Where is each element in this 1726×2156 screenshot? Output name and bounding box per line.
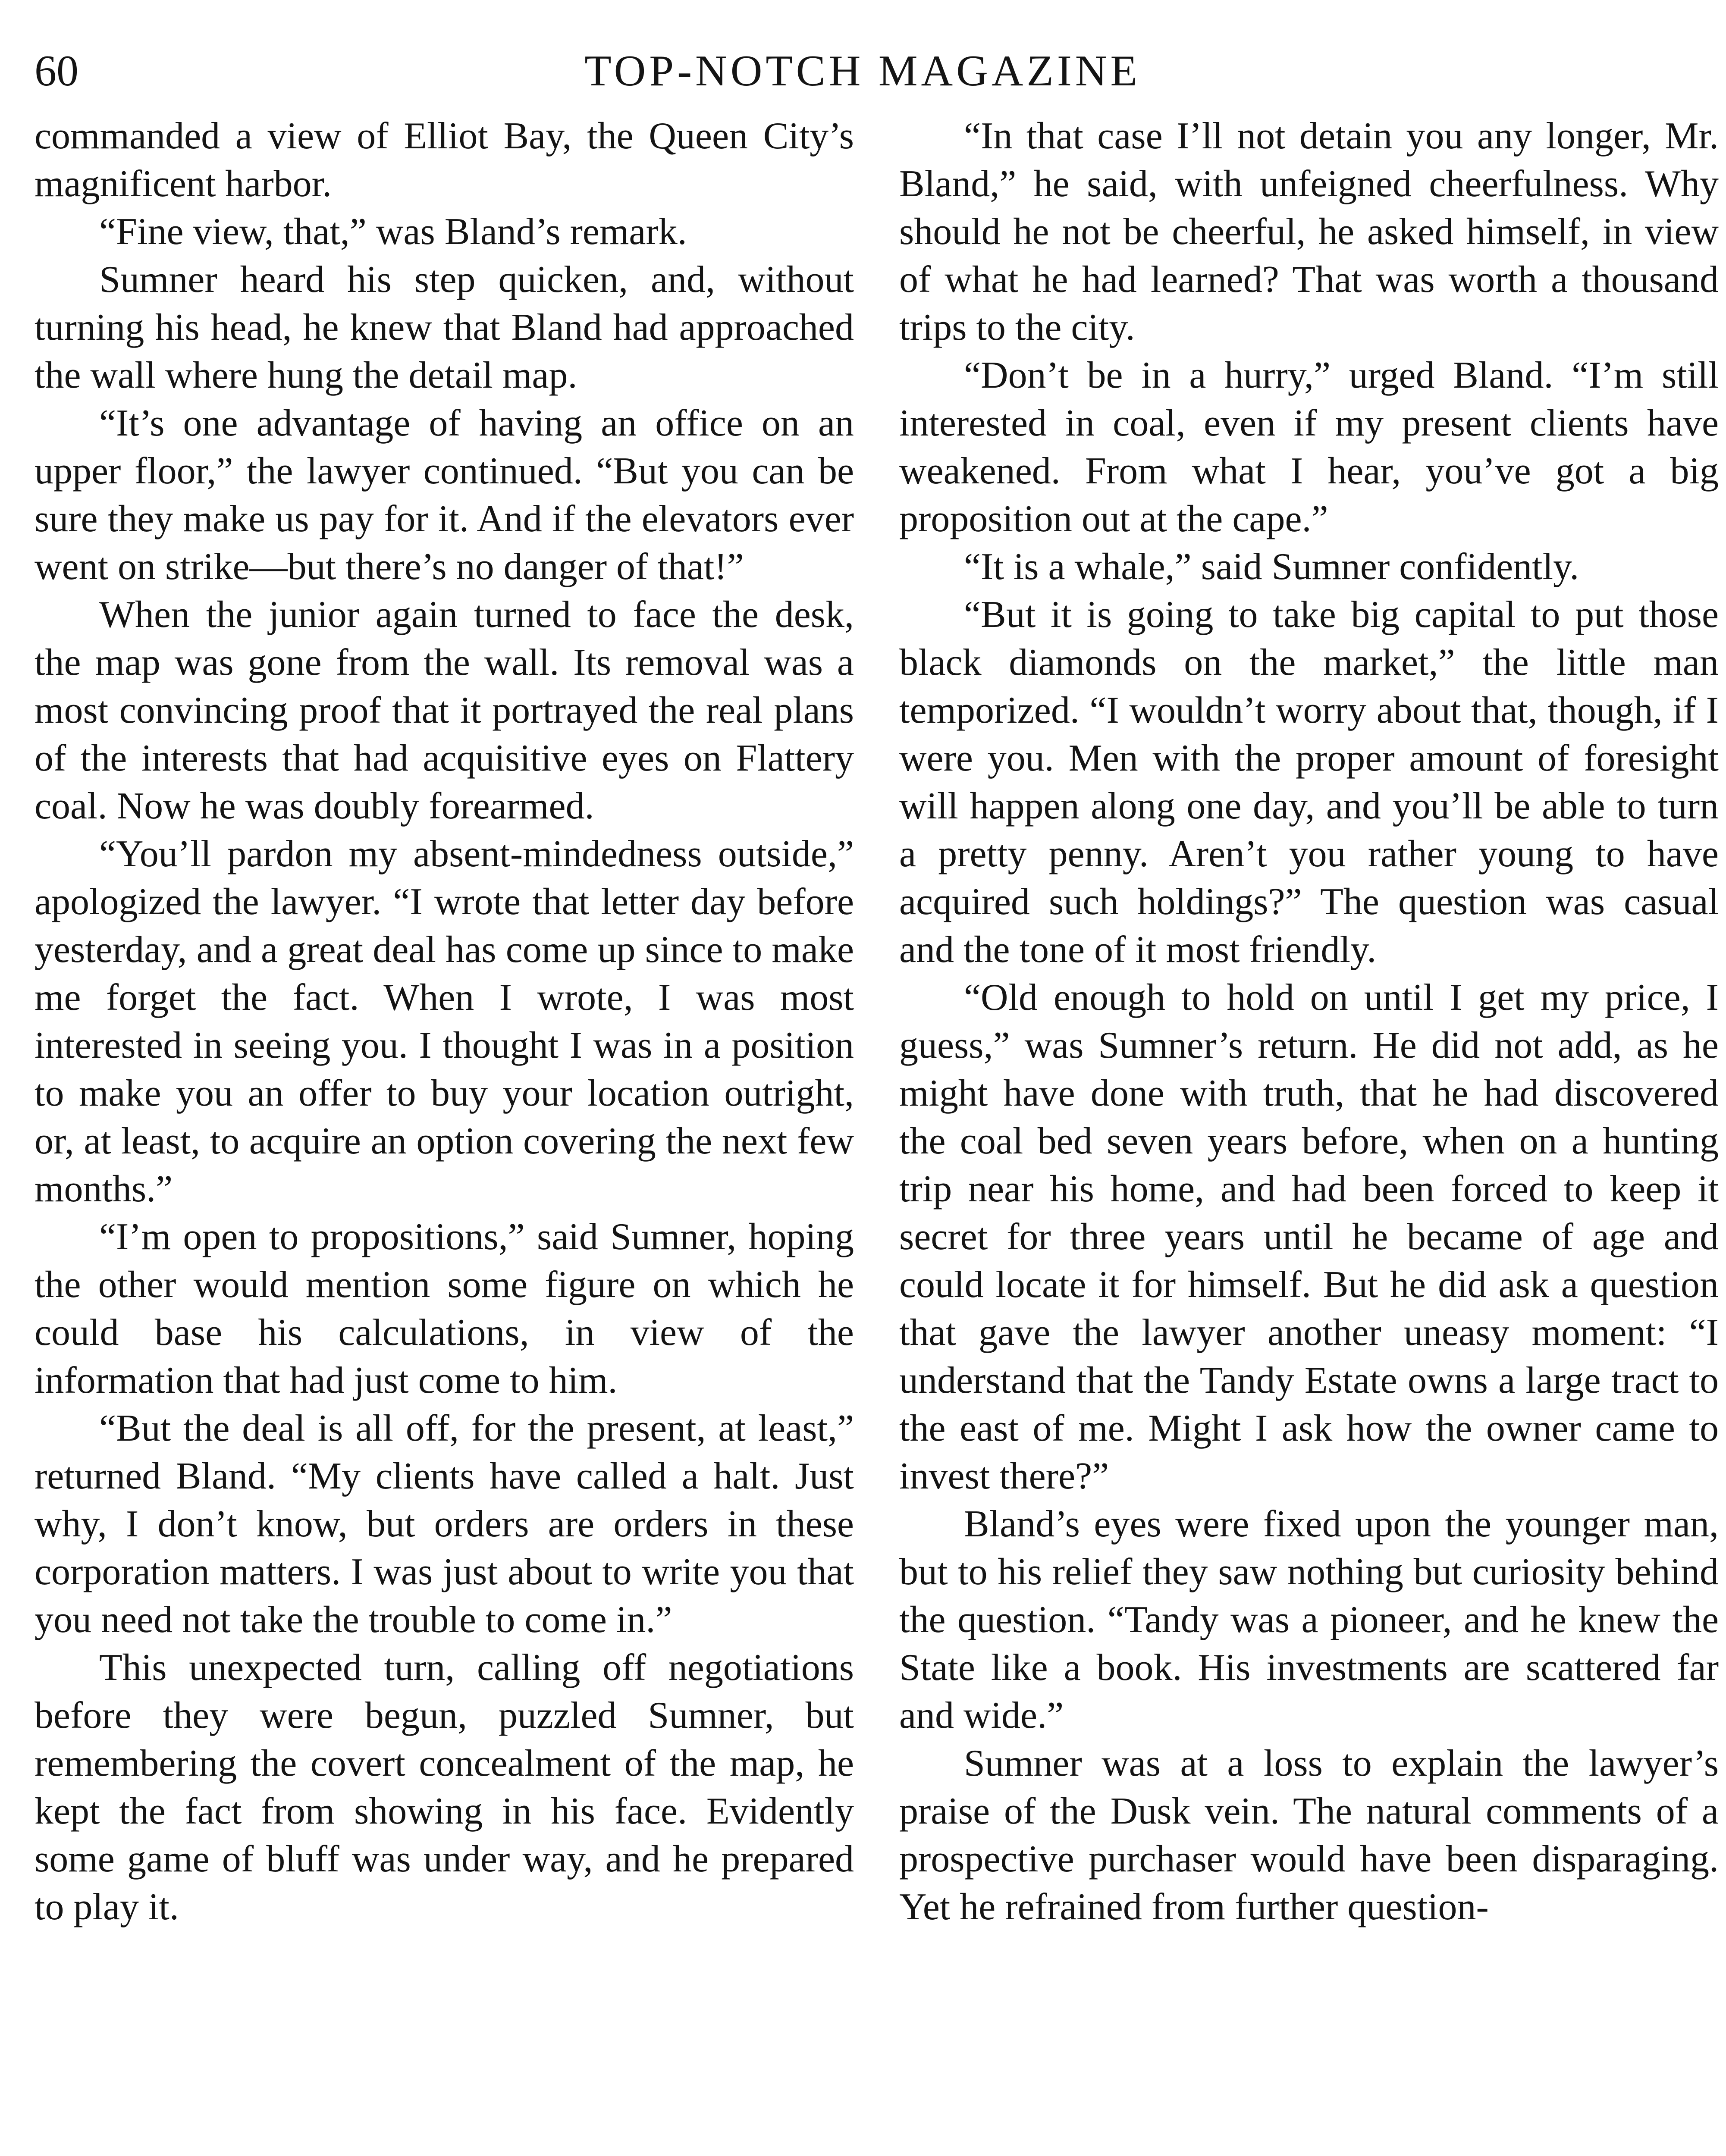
paragraph: commanded a view of Elliot Bay, the Queen City’s magnificent harbor.: [35, 115, 854, 205]
paragraph: This unexpected turn, calling off negotiations before they were begun, puzzled Sumner, but remembering the covert concealment of the map, he kept the fact from showing in his face. Evidently some game of bluff was under way, and he prepared to play it.: [35, 1647, 854, 1928]
paragraph: “But the deal is all off, for the present, at least,” returned Bland. “My clients have called a halt. Just why, I don’t know, but orders are orders in these corporation matters. I was just about to write you that you need not take the trouble to come in.”: [35, 1407, 854, 1641]
paragraph: “It’s one advantage of having an office on an upper floor,” the lawyer continued. “But you can be sure they make us pay for it. And if the elevators ever went on strike—but there’s no danger of that!”: [35, 402, 854, 588]
paragraph: “But it is going to take big capital to put those black diamonds on the market,” the little man temporized. “I wouldn’t worry about that, though, if I were you. Men with the proper amount of foresight will happen along one day, and you’ll be able to turn a pretty penny. Aren’t you rather young to have acquired such holdings?” The question was casual and the tone of it most friendly.: [899, 594, 1719, 971]
paragraph: “I’m open to propositions,” said Sumner, hoping the other would mention some figure on which he could base his calculations, in view of the information that had just come to him.: [35, 1216, 854, 1401]
page-header: [35, 41, 1691, 101]
paragraph: Sumner was at a loss to explain the lawyer’s praise of the Dusk vein. The natural comments of a prospective purchaser would have been disparaging. Yet he refrained from further question-: [899, 1742, 1719, 1928]
paragraph: “It is a whale,” said Sumner confidently.: [964, 546, 1579, 588]
paragraph: When the junior again turned to face the desk, the map was gone from the wall. Its removal was a most convincing proof that it portrayed the real plans of the interests that had acquisitive eyes on Flattery coal. Now he was doubly forearmed.: [35, 594, 854, 827]
paragraph: Bland’s eyes were fixed upon the younger man, but to his relief they saw nothing but curiosity behind the question. “Tandy was a pioneer, and he knew the State like a book. His investments are scattered far and wide.”: [899, 1503, 1719, 1736]
left-column: [35, 112, 854, 2156]
paragraph: Sumner heard his step quicken, and, without turning his head, he knew that Bland had approached the wall where hung the detail map.: [35, 259, 854, 396]
paragraph: “You’ll pardon my absent-mindedness outside,” apologized the lawyer. “I wrote that letter day before yesterday, and a great deal has come up since to make me forget the fact. When I wrote, I was most interested in seeing you. I thought I was in a position to make you an offer to buy your location outright, or, at least, to acquire an option covering the next few months.”: [35, 833, 854, 1210]
paragraph: “In that case I’ll not detain you any longer, Mr. Bland,” he said, with unfeigned cheerfulness. Why should he not be cheerful, he asked himself, in view of what he had learned? That was worth a thousand trips to the city.: [899, 115, 1719, 348]
paragraph: “Fine view, that,” was Bland’s remark.: [99, 211, 687, 253]
paragraph: “Don’t be in a hurry,” urged Bland. “I’m still interested in coal, even if my present clients have weakened. From what I hear, you’ve got a big proposition out at the cape.”: [899, 354, 1719, 540]
paragraph: “Old enough to hold on until I get my price, I guess,” was Sumner’s return. He did not add, as he might have done with truth, that he had discovered the coal bed seven years before, when on a hunting trip near his home, and had been forced to keep it secret for three years until he became of age and could locate it for himself. But he did ask a question that gave the lawyer another uneasy moment: “I understand that the Tandy Estate owns a large tract to the east of me. Might I ask how the owner came to invest there?”: [899, 977, 1719, 1497]
running-head: TOP-NOTCH MAGAZINE: [584, 47, 1141, 95]
page-number: 60: [35, 47, 78, 95]
right-column: [899, 112, 1719, 2156]
